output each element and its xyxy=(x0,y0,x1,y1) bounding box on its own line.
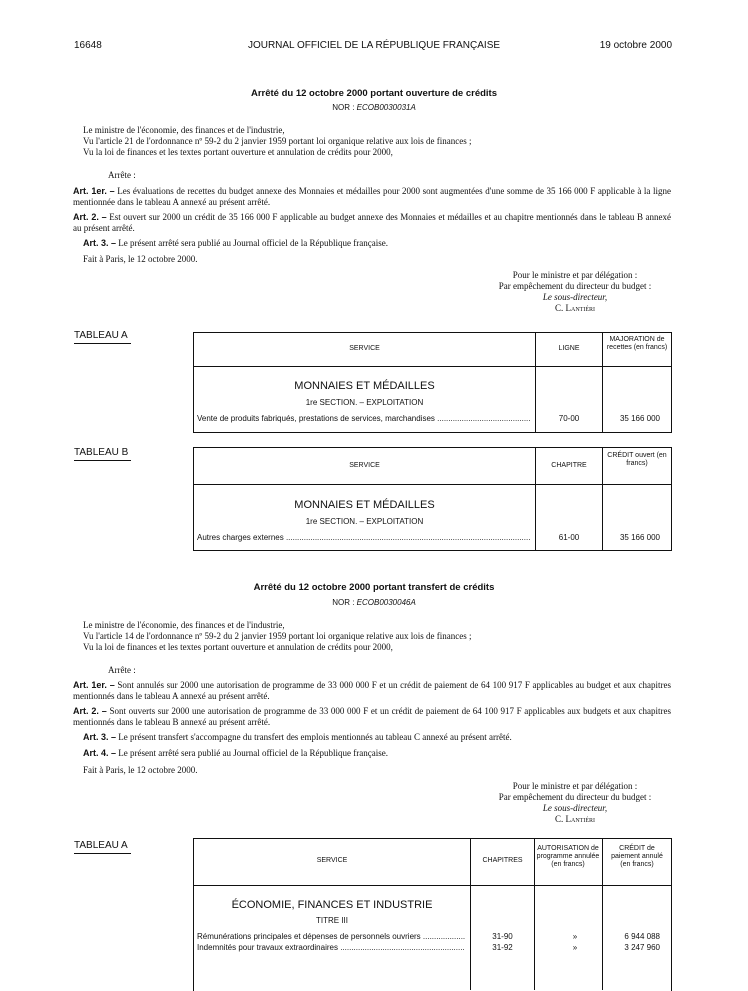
preamble-line: Le ministre de l'économie, des finances et de l'industrie, xyxy=(83,620,285,630)
article-label: Art. 2. – xyxy=(73,212,107,222)
article-label: Art. 1er. – xyxy=(73,680,115,690)
nor-code: ECOB0030046A xyxy=(356,598,416,607)
header-chapitre: CHAPITRE xyxy=(551,462,587,469)
decree1-signature xyxy=(470,270,680,314)
nor-label: NOR : xyxy=(332,598,355,607)
issue-date: 19 octobre 2000 xyxy=(599,40,672,51)
article-text: Est ouvert sur 2000 un crédit de 35 166 000 F applicable au budget annexe des Monnaies et médailles et au chapitre mentionnés dans le tableau B annexé au présent arrêté. xyxy=(73,212,671,233)
journal-title: JOURNAL OFFICIEL DE LA RÉPUBLIQUE FRANÇAISE xyxy=(247,40,501,51)
article-text: Sont ouverts sur 2000 une autorisation de programme de 33 000 000 F et un crédit de paiement de 64 100 917 F applicables aux budgets et aux chapitres mentionnés dans le tableau B annexé au présent arrêté. xyxy=(73,706,671,727)
article-text: Sont annulés sur 2000 une autorisation de programme de 33 000 000 F et un crédit de paiement de 64 100 917 F applicables au budget et aux chapitres mentionnés dans le tableau A annexé au présent arrêté. xyxy=(73,680,672,701)
table-b1-label: TABLEAU B xyxy=(74,447,131,461)
table-row-amount: 35 166 000 xyxy=(619,414,660,423)
section-subtitle: 1re SECTION. – EXPLOITATION xyxy=(305,517,424,526)
preamble-line: Le ministre de l'économie, des finances et de l'industrie, xyxy=(83,125,285,135)
article-label: Art. 2. – xyxy=(73,706,107,716)
table-row-autorisation: » xyxy=(572,932,578,941)
table-row-label: Vente de produits fabriqués, prestations de services, marchandises ..... xyxy=(197,414,531,423)
decree1-arrete: Arrête : xyxy=(108,170,136,180)
preamble-line: Vu l'article 21 de l'ordonnance nº 59-2 du 2 janvier 1959 portant loi organique relative aux lois de finances ; xyxy=(83,136,472,146)
table-row-chapitre: 31-90 xyxy=(492,932,513,941)
signature-name: C. Lantiéri xyxy=(555,814,595,824)
decree2-article-2 xyxy=(73,706,671,728)
preamble-line: Vu la loi de finances et les textes portant ouverture et annulation de crédits pour 2000, xyxy=(83,147,393,157)
article-text: Les évaluations de recettes du budget annexe des Monnaies et médailles pour 2000 sont augmentées d'une somme de 35 166 000 F applicable à la ligne mentionnée dans le tableau A annexé au présent arrêté. xyxy=(73,186,671,207)
decree1-nor xyxy=(0,103,748,112)
decree1-preamble xyxy=(83,125,671,158)
decree2-title: Arrêté du 12 octobre 2000 portant transfert de crédits xyxy=(253,582,495,593)
decree1-article-3 xyxy=(83,238,671,249)
table-row-chapitre: 61-00 xyxy=(558,533,580,542)
table-row-amount: 35 166 000 xyxy=(619,533,660,542)
article-text: Le présent arrêté sera publié au Journal officiel de la République française. xyxy=(118,748,388,758)
article-label: Art. 3. – xyxy=(83,732,117,742)
header-service: SERVICE xyxy=(349,345,380,352)
nor-code: ECOB0030031A xyxy=(356,103,416,112)
table-row-credit: 3 247 960 xyxy=(624,943,660,952)
decree2-done: Fait à Paris, le 12 octobre 2000. xyxy=(83,765,198,775)
article-label: Art. 1er. – xyxy=(73,186,115,196)
signature-name: C. Lantiéri xyxy=(555,303,595,313)
decree2-nor xyxy=(0,598,748,607)
table-row-label: Autres charges externes ..... xyxy=(197,533,531,542)
table-a2-label: TABLEAU A xyxy=(74,840,131,854)
signature-line: Le sous-directeur, xyxy=(542,292,608,302)
preamble-line: Vu la loi de finances et les textes portant ouverture et annulation de crédits pour 2000, xyxy=(83,642,393,652)
decree2-article-1 xyxy=(73,680,671,702)
header-majoration: MAJORATION de recettes (en francs) xyxy=(606,336,668,351)
signature-line: Par empêchement du directeur du budget : xyxy=(498,792,652,802)
article-text: Le présent arrêté sera publié au Journal officiel de la République française. xyxy=(118,238,388,248)
section-title: MONNAIES ET MÉDAILLES xyxy=(294,380,435,392)
decree2-preamble xyxy=(83,620,671,653)
table-a1-label: TABLEAU A xyxy=(74,330,131,344)
signature-line: Pour le ministre et par délégation : xyxy=(512,270,638,280)
section-subtitle: TITRE III xyxy=(316,916,348,925)
header-ligne: LIGNE xyxy=(558,345,580,352)
decree1-title: Arrêté du 12 octobre 2000 portant ouverture de crédits xyxy=(250,88,498,99)
decree2-article-4 xyxy=(83,748,671,759)
article-label: Art. 3. – xyxy=(83,238,117,248)
header-service: SERVICE xyxy=(349,462,380,469)
table-row-ligne: 70-00 xyxy=(558,414,580,423)
header-autorisation: AUTORISATION de programme annulée (en francs) xyxy=(536,845,600,868)
table-row-autorisation: » xyxy=(572,943,578,952)
preamble-line: Vu l'article 14 de l'ordonnance nº 59-2 du 2 janvier 1959 portant loi organique relative aux lois de finances ; xyxy=(83,631,472,641)
table-row-label: Indemnités pour travaux extraordinaires ..... xyxy=(197,943,465,952)
decree2-article-3 xyxy=(83,732,671,743)
section-title: ÉCONOMIE, FINANCES ET INDUSTRIE xyxy=(231,899,433,911)
article-label: Art. 4. – xyxy=(83,748,117,758)
table-row-chapitre: 31-92 xyxy=(492,943,513,952)
signature-line: Pour le ministre et par délégation : xyxy=(512,781,638,791)
header-credit: CRÉDIT ouvert (en francs) xyxy=(607,452,667,467)
decree1-article-2 xyxy=(73,212,671,234)
article-text: Le présent transfert s'accompagne du transfert des emplois mentionnés au tableau C annexé au présent arrêté. xyxy=(118,732,512,742)
table-row-label: Rémunérations principales et dépenses de personnels ouvriers ..... xyxy=(197,932,465,941)
header-credit: CRÉDIT de paiement annulé (en francs) xyxy=(611,845,663,868)
decree2-signature xyxy=(470,781,680,825)
header-service: SERVICE xyxy=(316,857,348,864)
decree1-done: Fait à Paris, le 12 octobre 2000. xyxy=(83,254,198,264)
signature-line: Le sous-directeur, xyxy=(542,803,608,813)
nor-label: NOR : xyxy=(332,103,355,112)
page-number: 16648 xyxy=(74,40,102,51)
table-row-credit: 6 944 088 xyxy=(624,932,660,941)
decree1-article-1 xyxy=(73,186,671,208)
section-title: MONNAIES ET MÉDAILLES xyxy=(294,499,435,511)
signature-line: Par empêchement du directeur du budget : xyxy=(498,281,652,291)
decree2-arrete: Arrête : xyxy=(108,665,136,675)
header-chapitres: CHAPITRES xyxy=(482,857,523,864)
section-subtitle: 1re SECTION. – EXPLOITATION xyxy=(305,398,424,407)
